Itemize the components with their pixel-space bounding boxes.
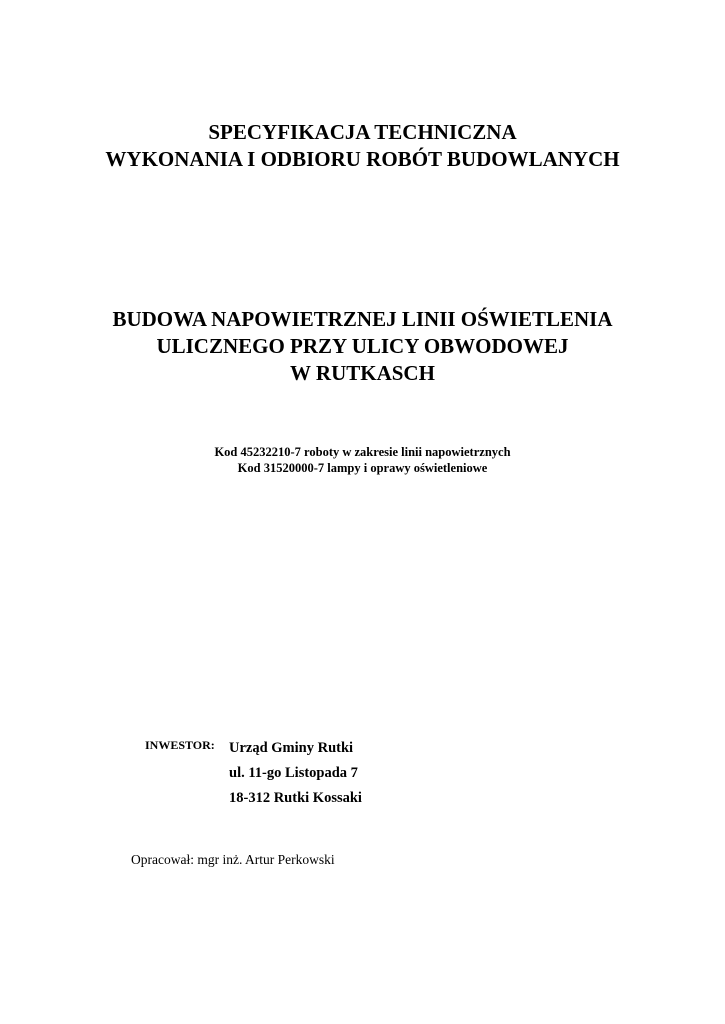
document-title-line-2: WYKONANIA I ODBIORU ROBÓT BUDOWLANYCH [105,147,620,171]
project-title-line-1: BUDOWA NAPOWIETRZNEJ LINII OŚWIETLENIA [112,307,613,331]
investor-label: INWESTOR: [145,738,215,752]
cpv-code-1: Kod 45232210-7 roboty w zakresie linii napowietrznych [214,445,511,459]
author-credit: Opracował: mgr inż. Artur Perkowski [131,852,335,867]
cpv-codes [0,444,725,476]
project-title-line-3: W RUTKASCH [290,361,435,385]
document-title [0,119,725,173]
project-title [0,306,725,387]
cpv-code-2: Kod 31520000-7 lampy i oprawy oświetleniowe [237,461,488,475]
investor-address-line-2: ul. 11-go Listopada 7 [229,765,358,781]
project-title-line-2: ULICZNEGO PRZY ULICY OBWODOWEJ [156,334,569,358]
investor-address [229,736,362,811]
investor-address-line-1: Urząd Gminy Rutki [229,740,354,756]
document-title-line-1: SPECYFIKACJA TECHNICZNA [208,120,517,144]
investor-address-line-3: 18-312 Rutki Kossaki [229,790,362,806]
